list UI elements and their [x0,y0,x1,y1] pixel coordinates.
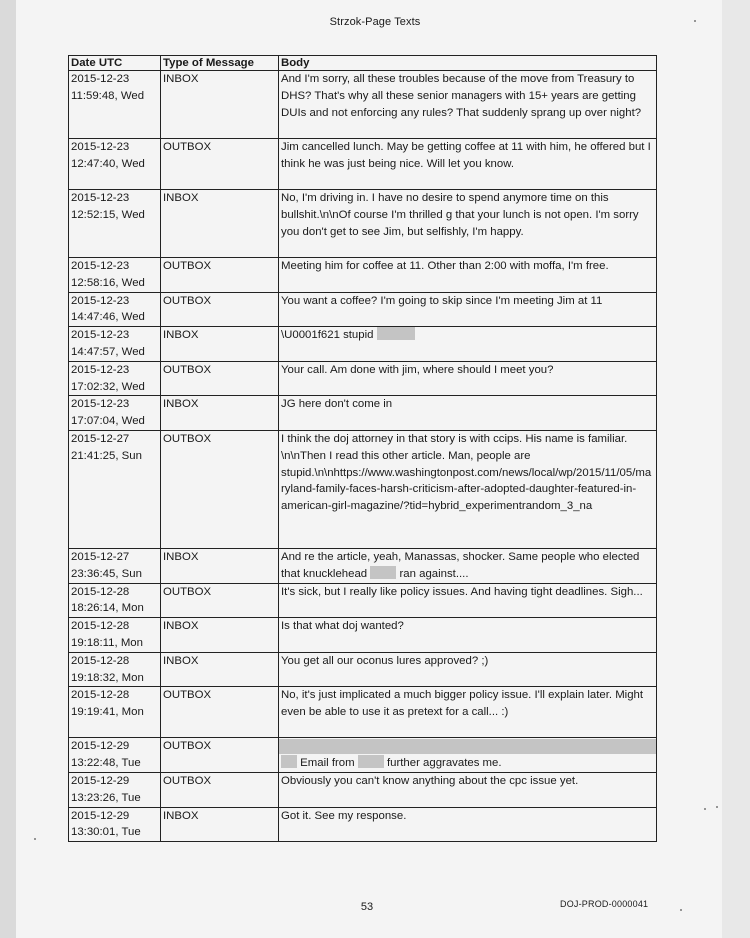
table-row [69,258,657,293]
body-cell: Got it. See my response. [279,807,657,842]
date-cell: 2015-12-28 19:19:41, Mon [69,687,161,738]
body-cell: And I'm sorry, all these troubles because of the move from Treasury to DHS? That's why all these senior managers with 15+ years are getting DUIs and not enforcing any rules? That suddenly sprang up over night? [279,71,657,139]
body-cell: Your call. Am done with jim, where should I meet you? [279,361,657,396]
bates-number: DOJ-PROD-0000041 [560,899,649,909]
type-cell: OUTBOX [161,139,279,190]
body-cell: \U0001f621 stupid [279,327,657,362]
body-cell: No, I'm driving in. I have no desire to spend anymore time on this bullshit.\n\nOf course I'm thrilled g that your lunch is not open. I'm sorry you don't get to see Jim, but selfishly, I'm happy. [279,190,657,258]
body-cell: And re the article, yeah, Manassas, shocker. Same people who elected that knucklehead ran against.... [279,548,657,583]
body-cell: You get all our oconus lures approved? ;) [279,652,657,687]
type-cell: OUTBOX [161,258,279,293]
body-cell: Jim cancelled lunch. May be getting coffee at 11 with him, he offered but I think he was just being nice. Will let you know. [279,139,657,190]
type-cell: OUTBOX [161,361,279,396]
date-cell: 2015-12-29 13:30:01, Tue [69,807,161,842]
date-cell: 2015-12-23 11:59:48, Wed [69,71,161,139]
page-number: 53 [360,901,374,913]
type-cell: OUTBOX [161,430,279,548]
document-title: Strzok-Page Texts [329,16,421,28]
scan-speck [34,838,36,840]
header-body: Body [279,56,657,71]
header-date: Date UTC [69,56,161,71]
scan-speck [716,806,718,808]
body-cell: Meeting him for coffee at 11. Other than 2:00 with moffa, I'm free. [279,258,657,293]
type-cell: OUTBOX [161,583,279,618]
date-cell: 2015-12-23 12:58:16, Wed [69,258,161,293]
date-cell: 2015-12-23 14:47:57, Wed [69,327,161,362]
table-row [69,687,657,738]
date-cell: 2015-12-23 12:52:15, Wed [69,190,161,258]
table-row [69,361,657,396]
redaction-box [281,755,297,768]
date-cell: 2015-12-28 19:18:32, Mon [69,652,161,687]
table-row [69,772,657,807]
table-row [69,618,657,653]
type-cell: INBOX [161,618,279,653]
body-cell: You want a coffee? I'm going to skip since I'm meeting Jim at 11 [279,292,657,327]
date-cell: 2015-12-23 17:02:32, Wed [69,361,161,396]
table-row [69,430,657,548]
redaction-box [358,755,384,768]
redaction-bar [279,739,656,754]
type-cell: OUTBOX [161,772,279,807]
type-cell: INBOX [161,807,279,842]
body-cell: Obviously you can't know anything about the cpc issue yet. [279,772,657,807]
table-row [69,548,657,583]
redaction-box [370,566,396,579]
date-cell: 2015-12-23 14:47:46, Wed [69,292,161,327]
table-row [69,652,657,687]
table-row [69,139,657,190]
date-cell: 2015-12-27 23:36:45, Sun [69,548,161,583]
scan-speck [694,20,696,22]
body-cell: Is that what doj wanted? [279,618,657,653]
type-cell: INBOX [161,652,279,687]
date-cell: 2015-12-23 17:07:04, Wed [69,396,161,431]
table-row [69,71,657,139]
scan-left-edge [0,0,16,938]
type-cell: INBOX [161,548,279,583]
type-cell: OUTBOX [161,687,279,738]
table-row [69,738,657,773]
table-row [69,807,657,842]
type-cell: OUTBOX [161,292,279,327]
type-cell: INBOX [161,396,279,431]
body-cell: No, it's just implicated a much bigger policy issue. I'll explain later. Might even be able to use it as pretext for a call... :) [279,687,657,738]
message-table [68,55,657,842]
date-cell: 2015-12-29 13:22:48, Tue [69,738,161,773]
date-cell: 2015-12-28 18:26:14, Mon [69,583,161,618]
header-type: Type of Message [161,56,279,71]
redaction-box [377,327,415,340]
body-cell: It's sick, but I really like policy issues. And having tight deadlines. Sigh... [279,583,657,618]
table-row [69,583,657,618]
type-cell: INBOX [161,327,279,362]
date-cell: 2015-12-28 19:18:11, Mon [69,618,161,653]
table-row [69,190,657,258]
table-row [69,327,657,362]
scan-speck [680,909,682,911]
table-row [69,292,657,327]
date-cell: 2015-12-23 12:47:40, Wed [69,139,161,190]
scan-speck [704,808,706,810]
type-cell: OUTBOX [161,738,279,773]
date-cell: 2015-12-29 13:23:26, Tue [69,772,161,807]
table-header-row [69,56,657,71]
body-cell: JG here don't come in [279,396,657,431]
body-cell: Email from further aggravates me. [279,738,657,773]
date-cell: 2015-12-27 21:41:25, Sun [69,430,161,548]
body-cell: I think the doj attorney in that story is with ccips. His name is familiar. \n\nThen I read this other article. Man, people are stupid.\n\nhttps://www.washingtonpost.com/news/local/wp/2015/11/05/maryland-family-faces-harsh-criticism-after-adopted-daughter-featured-in-american-girl-magazine/?tid=hybrid_experimentrandom_3_na [279,430,657,548]
type-cell: INBOX [161,190,279,258]
table-row [69,396,657,431]
type-cell: INBOX [161,71,279,139]
scan-right-edge [722,0,750,938]
